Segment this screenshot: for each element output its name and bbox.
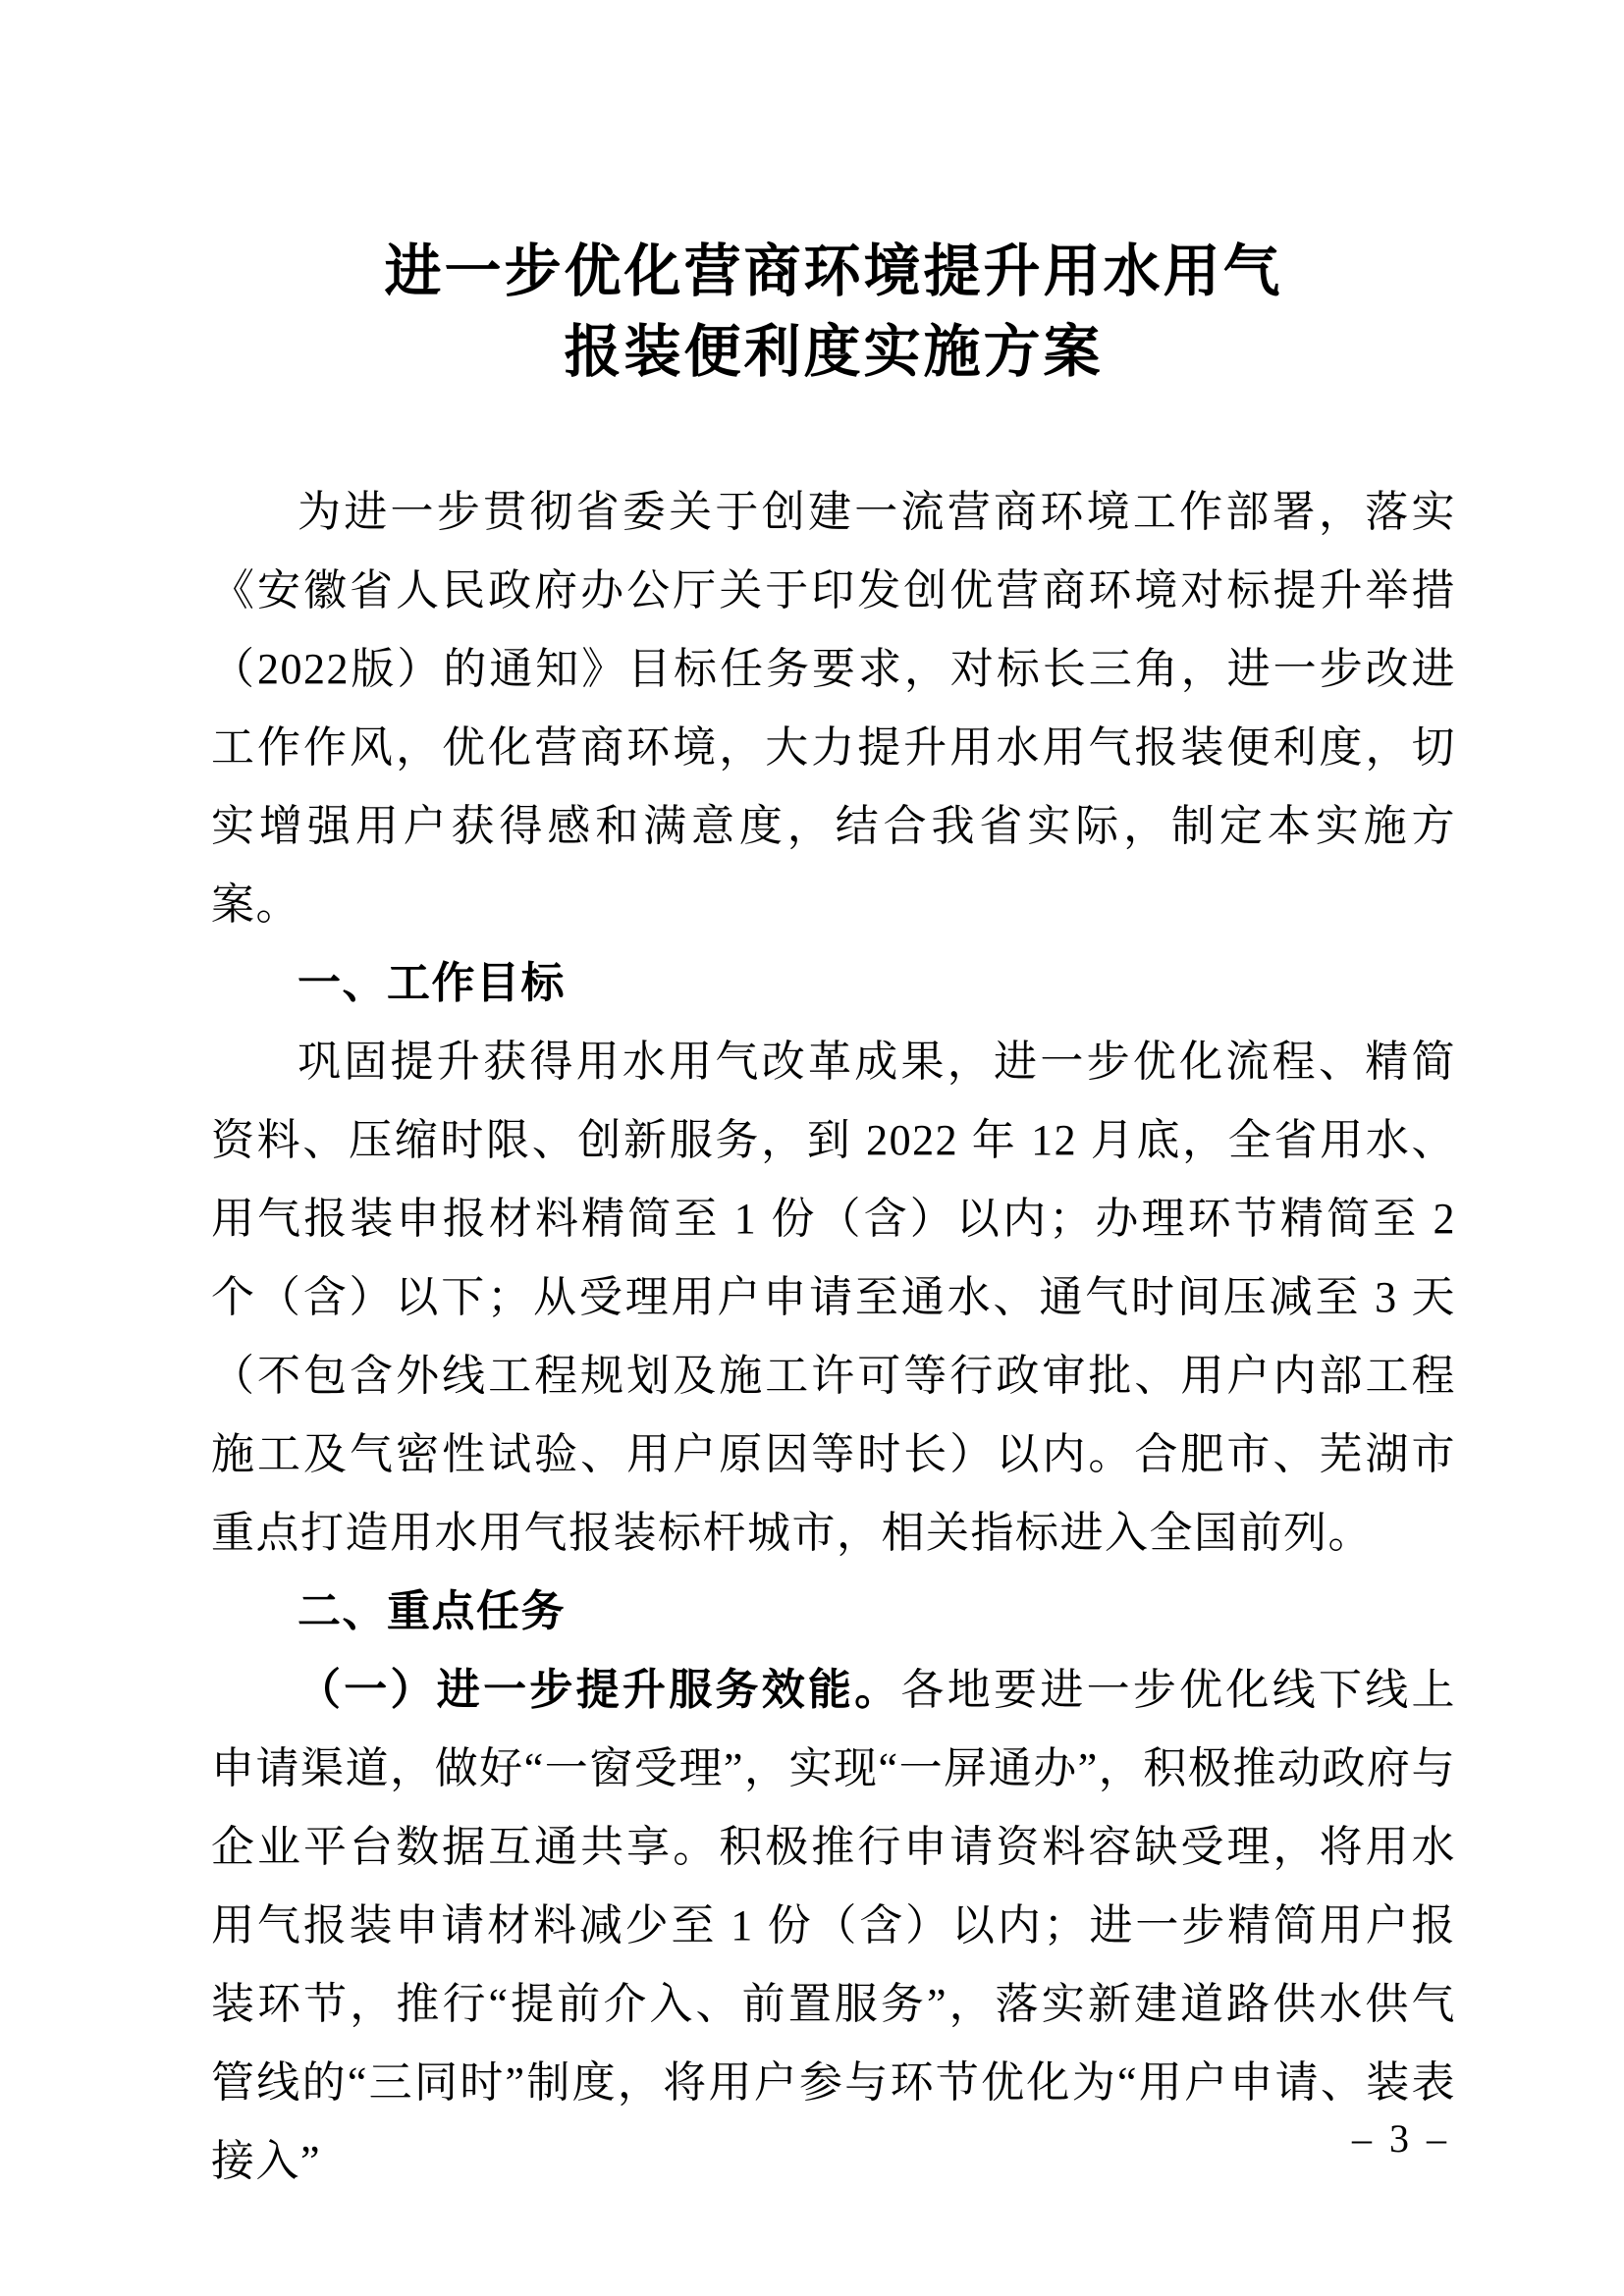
subsection-lead-service-efficiency: （一）进一步提升服务效能。 bbox=[298, 1666, 901, 1714]
document-title-line-2: 报装便利度实施方案 bbox=[564, 320, 1104, 384]
paragraph-task-1 bbox=[211, 1651, 1456, 2201]
document-body bbox=[211, 473, 1456, 2201]
paragraph-intro: 为进一步贯彻省委关于创建一流营商环境工作部署，落实《安徽省人民政府办公厅关于印发创优营商环境对标提升举措（2022版）的通知》目标任务要求，对标长三角，进一步改进工作作风，优化营商环境，大力提升用水用气报装便利度，切实增强用户获得感和满意度，结合我省实际，制定本实施方案。 bbox=[211, 488, 1456, 929]
document-title-line-1: 进一步优化营商环境提升用水用气 bbox=[384, 240, 1283, 303]
paragraph-task-1-text: 各地要进一步优化线下线上申请渠道，做好“一窗受理”，实现“一屏通办”，积极推动政府与企业平台数据互通共享。积极推行申请资料容缺受理，将用水用气报装申请材料减少至 1 份（含）以内；进一步精简用户报装环节，推行“提前介入、前置服务”，落实新建道路供水供气管线的“三同时”制度，将用户参与环节优化为“用户申请、装表接入” bbox=[211, 1666, 1457, 2185]
section-heading-key-tasks: 二、重点任务 bbox=[298, 1587, 566, 1635]
page-number: – 3 – bbox=[1352, 2116, 1450, 2161]
paragraph-work-goals: 巩固提升获得用水用气改革成果，进一步优化流程、精简资料、压缩时限、创新服务，到 2022 年 12 月底，全省用水、用气报装申报材料精简至 1 份（含）以内；办理环节精简至 2 个（含）以下；从受理用户申请至通水、通气时间压减至 3 天（不包含外线工程规划及施工许可等行政审批、用户内部工程施工及气密性试验、用户原因等时长）以内。合肥市、芜湖市重点打造用水用气报装标杆城市，相关指标进入全国前列。 bbox=[211, 1038, 1456, 1557]
section-heading-work-goals: 一、工作目标 bbox=[298, 959, 566, 1007]
document-title bbox=[211, 232, 1456, 393]
